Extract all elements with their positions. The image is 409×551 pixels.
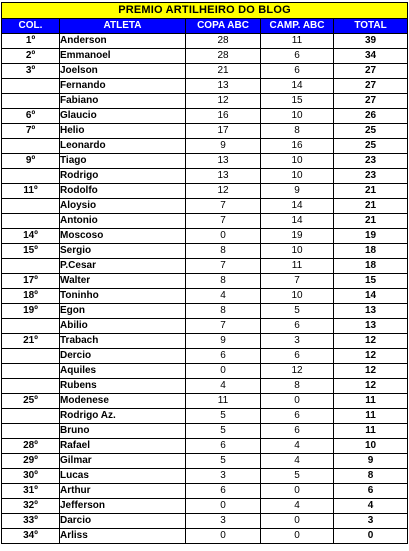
total-cell[interactable]: 23 [334,154,408,169]
camp-abc-cell[interactable]: 14 [261,199,334,214]
copa-abc-cell[interactable]: 4 [186,289,261,304]
camp-abc-cell[interactable]: 10 [261,109,334,124]
table-row [2,184,408,199]
total-cell[interactable]: 18 [334,244,408,259]
athlete-name-cell[interactable]: Joelson [60,64,186,79]
camp-abc-cell[interactable]: 5 [261,304,334,319]
table-row [2,409,408,424]
position-cell[interactable]: 34º [2,529,60,544]
total-cell[interactable]: 0 [334,529,408,544]
camp-abc-cell[interactable]: 10 [261,244,334,259]
athlete-name-cell[interactable]: Modenese [60,394,186,409]
total-cell[interactable]: 14 [334,289,408,304]
table-row [2,379,408,394]
copa-abc-cell[interactable]: 8 [186,244,261,259]
camp-abc-cell[interactable]: 4 [261,454,334,469]
total-cell[interactable]: 11 [334,424,408,439]
position-cell[interactable]: 25º [2,394,60,409]
athlete-name-cell[interactable]: Rodrigo [60,169,186,184]
copa-abc-cell[interactable]: 13 [186,79,261,94]
athlete-name-cell[interactable]: Lucas [60,469,186,484]
table-row [2,349,408,364]
position-cell[interactable]: 29º [2,454,60,469]
position-cell[interactable] [2,259,60,274]
copa-abc-cell[interactable]: 13 [186,169,261,184]
position-cell[interactable]: 33º [2,514,60,529]
header-copa-abc[interactable]: COPA ABC [186,19,261,34]
camp-abc-cell[interactable]: 12 [261,364,334,379]
athlete-name-cell[interactable]: Dercio [60,349,186,364]
copa-abc-cell[interactable]: 7 [186,259,261,274]
camp-abc-cell[interactable]: 8 [261,124,334,139]
camp-abc-cell[interactable]: 6 [261,319,334,334]
table-row [2,289,408,304]
camp-abc-cell[interactable]: 11 [261,34,334,49]
camp-abc-cell[interactable]: 0 [261,529,334,544]
table-row [2,244,408,259]
position-cell[interactable] [2,424,60,439]
athlete-name-cell[interactable]: Aquiles [60,364,186,379]
header-row [2,19,408,34]
total-cell[interactable]: 12 [334,334,408,349]
athlete-name-cell[interactable]: Glaucio [60,109,186,124]
athlete-name-cell[interactable]: Antonio [60,214,186,229]
total-cell[interactable]: 39 [334,34,408,49]
total-cell[interactable]: 13 [334,319,408,334]
position-cell[interactable]: 6º [2,109,60,124]
header-total[interactable]: TOTAL [334,19,408,34]
athlete-name-cell[interactable]: Arthur [60,484,186,499]
total-cell[interactable]: 21 [334,214,408,229]
copa-abc-cell[interactable]: 12 [186,94,261,109]
header-atleta[interactable]: ATLETA [60,19,186,34]
camp-abc-cell[interactable]: 6 [261,49,334,64]
position-cell[interactable]: 9º [2,154,60,169]
camp-abc-cell[interactable]: 0 [261,394,334,409]
table-row [2,514,408,529]
position-cell[interactable] [2,79,60,94]
total-cell[interactable]: 12 [334,379,408,394]
camp-abc-cell[interactable]: 5 [261,469,334,484]
position-cell[interactable]: 15º [2,244,60,259]
athlete-name-cell[interactable]: Trabach [60,334,186,349]
table-row [2,364,408,379]
table-row [2,34,408,49]
total-cell[interactable]: 21 [334,199,408,214]
table-row [2,109,408,124]
athlete-name-cell[interactable]: Jefferson [60,499,186,514]
total-cell[interactable]: 18 [334,259,408,274]
athlete-name-cell[interactable]: Fernando [60,79,186,94]
copa-abc-cell[interactable]: 8 [186,304,261,319]
athlete-name-cell[interactable]: Rodolfo [60,184,186,199]
table-row [2,304,408,319]
athlete-name-cell[interactable]: Tiago [60,154,186,169]
athlete-name-cell[interactable]: Abilio [60,319,186,334]
copa-abc-cell[interactable]: 5 [186,424,261,439]
copa-abc-cell[interactable]: 5 [186,409,261,424]
camp-abc-cell[interactable]: 3 [261,334,334,349]
athlete-name-cell[interactable]: Arliss [60,529,186,544]
athlete-name-cell[interactable]: Helio [60,124,186,139]
table-row [2,439,408,454]
copa-abc-cell[interactable]: 9 [186,334,261,349]
table-row [2,319,408,334]
position-cell[interactable]: 18º [2,289,60,304]
copa-abc-cell[interactable]: 11 [186,394,261,409]
table-row [2,154,408,169]
position-cell[interactable] [2,199,60,214]
total-cell[interactable]: 10 [334,439,408,454]
athlete-name-cell[interactable]: Gilmar [60,454,186,469]
table-row [2,424,408,439]
total-cell[interactable]: 3 [334,514,408,529]
position-cell[interactable]: 17º [2,274,60,289]
table-row [2,454,408,469]
position-cell[interactable] [2,349,60,364]
position-cell[interactable] [2,94,60,109]
athlete-name-cell[interactable]: P.Cesar [60,259,186,274]
total-cell[interactable]: 9 [334,454,408,469]
total-cell[interactable]: 25 [334,139,408,154]
camp-abc-cell[interactable]: 14 [261,214,334,229]
athlete-name-cell[interactable]: Moscoso [60,229,186,244]
position-cell[interactable]: 21º [2,334,60,349]
camp-abc-cell[interactable]: 0 [261,514,334,529]
header-camp-abc[interactable]: CAMP. ABC [261,19,334,34]
copa-abc-cell[interactable]: 28 [186,34,261,49]
total-cell[interactable]: 4 [334,499,408,514]
camp-abc-cell[interactable]: 6 [261,349,334,364]
table-row [2,214,408,229]
position-cell[interactable]: 19º [2,304,60,319]
camp-abc-cell[interactable]: 16 [261,139,334,154]
athlete-name-cell[interactable]: Aloysio [60,199,186,214]
copa-abc-cell[interactable]: 3 [186,514,261,529]
copa-abc-cell[interactable]: 16 [186,109,261,124]
position-cell[interactable] [2,319,60,334]
camp-abc-cell[interactable]: 10 [261,289,334,304]
position-cell[interactable]: 3º [2,64,60,79]
total-cell[interactable]: 12 [334,364,408,379]
total-cell[interactable]: 12 [334,349,408,364]
camp-abc-cell[interactable]: 14 [261,79,334,94]
copa-abc-cell[interactable]: 6 [186,349,261,364]
position-cell[interactable]: 11º [2,184,60,199]
table-row [2,79,408,94]
table-row [2,139,408,154]
copa-abc-cell[interactable]: 0 [186,364,261,379]
total-cell[interactable]: 11 [334,409,408,424]
table-row [2,484,408,499]
position-cell[interactable]: 30º [2,469,60,484]
copa-abc-cell[interactable]: 5 [186,454,261,469]
position-cell[interactable]: 14º [2,229,60,244]
camp-abc-cell[interactable]: 8 [261,379,334,394]
table-row [2,469,408,484]
camp-abc-cell[interactable]: 6 [261,424,334,439]
total-cell[interactable]: 34 [334,49,408,64]
copa-abc-cell[interactable]: 7 [186,199,261,214]
camp-abc-cell[interactable]: 0 [261,484,334,499]
camp-abc-cell[interactable]: 4 [261,439,334,454]
total-cell[interactable]: 27 [334,64,408,79]
copa-abc-cell[interactable]: 12 [186,184,261,199]
athlete-name-cell[interactable]: Anderson [60,34,186,49]
position-cell[interactable]: 7º [2,124,60,139]
athlete-name-cell[interactable]: Darcio [60,514,186,529]
position-cell[interactable]: 28º [2,439,60,454]
position-cell[interactable] [2,214,60,229]
copa-abc-cell[interactable]: 17 [186,124,261,139]
camp-abc-cell[interactable]: 4 [261,499,334,514]
total-cell[interactable]: 11 [334,394,408,409]
table-row [2,274,408,289]
camp-abc-cell[interactable]: 6 [261,64,334,79]
total-cell[interactable]: 27 [334,94,408,109]
athlete-name-cell[interactable]: Toninho [60,289,186,304]
table-row [2,394,408,409]
total-cell[interactable]: 23 [334,169,408,184]
table-row [2,94,408,109]
table-row [2,529,408,544]
position-cell[interactable] [2,409,60,424]
copa-abc-cell[interactable]: 6 [186,484,261,499]
camp-abc-cell[interactable]: 10 [261,169,334,184]
table-row [2,64,408,79]
athlete-name-cell[interactable]: Rafael [60,439,186,454]
copa-abc-cell[interactable]: 3 [186,469,261,484]
athlete-name-cell[interactable]: Rubens [60,379,186,394]
copa-abc-cell[interactable]: 8 [186,274,261,289]
table-row [2,199,408,214]
athlete-name-cell[interactable]: Leonardo [60,139,186,154]
camp-abc-cell[interactable]: 7 [261,274,334,289]
copa-abc-cell[interactable]: 0 [186,499,261,514]
total-cell[interactable]: 27 [334,79,408,94]
table-row [2,229,408,244]
camp-abc-cell[interactable]: 6 [261,409,334,424]
athlete-name-cell[interactable]: Emmanoel [60,49,186,64]
athlete-name-cell[interactable]: Rodrigo Az. [60,409,186,424]
athlete-name-cell[interactable]: Egon [60,304,186,319]
table-row [2,334,408,349]
copa-abc-cell[interactable]: 0 [186,529,261,544]
total-cell[interactable]: 25 [334,124,408,139]
title-row [2,3,408,19]
position-cell[interactable]: 1º [2,34,60,49]
total-cell[interactable]: 21 [334,184,408,199]
athlete-name-cell[interactable]: Fabiano [60,94,186,109]
table-row [2,259,408,274]
camp-abc-cell[interactable]: 11 [261,259,334,274]
position-cell[interactable] [2,169,60,184]
copa-abc-cell[interactable]: 7 [186,214,261,229]
total-cell[interactable]: 8 [334,469,408,484]
ranking-table [1,2,408,544]
position-cell[interactable]: 32º [2,499,60,514]
total-cell[interactable]: 13 [334,304,408,319]
table-row [2,124,408,139]
copa-abc-cell[interactable]: 6 [186,439,261,454]
copa-abc-cell[interactable]: 0 [186,229,261,244]
camp-abc-cell[interactable]: 9 [261,184,334,199]
position-cell[interactable]: 31º [2,484,60,499]
copa-abc-cell[interactable]: 4 [186,379,261,394]
athlete-name-cell[interactable]: Bruno [60,424,186,439]
position-cell[interactable] [2,379,60,394]
table-row [2,169,408,184]
camp-abc-cell[interactable]: 19 [261,229,334,244]
position-cell[interactable] [2,139,60,154]
camp-abc-cell[interactable]: 10 [261,154,334,169]
total-cell[interactable]: 15 [334,274,408,289]
table-title[interactable]: PREMIO ARTILHEIRO DO BLOG [2,3,408,19]
table-row [2,499,408,514]
athlete-name-cell[interactable]: Walter [60,274,186,289]
header-col[interactable]: COL. [2,19,60,34]
table-row [2,49,408,64]
copa-abc-cell[interactable]: 21 [186,64,261,79]
total-cell[interactable]: 19 [334,229,408,244]
total-cell[interactable]: 6 [334,484,408,499]
total-cell[interactable]: 26 [334,109,408,124]
position-cell[interactable]: 2º [2,49,60,64]
copa-abc-cell[interactable]: 28 [186,49,261,64]
copa-abc-cell[interactable]: 7 [186,319,261,334]
athlete-name-cell[interactable]: Sergio [60,244,186,259]
copa-abc-cell[interactable]: 9 [186,139,261,154]
position-cell[interactable] [2,364,60,379]
camp-abc-cell[interactable]: 15 [261,94,334,109]
copa-abc-cell[interactable]: 13 [186,154,261,169]
